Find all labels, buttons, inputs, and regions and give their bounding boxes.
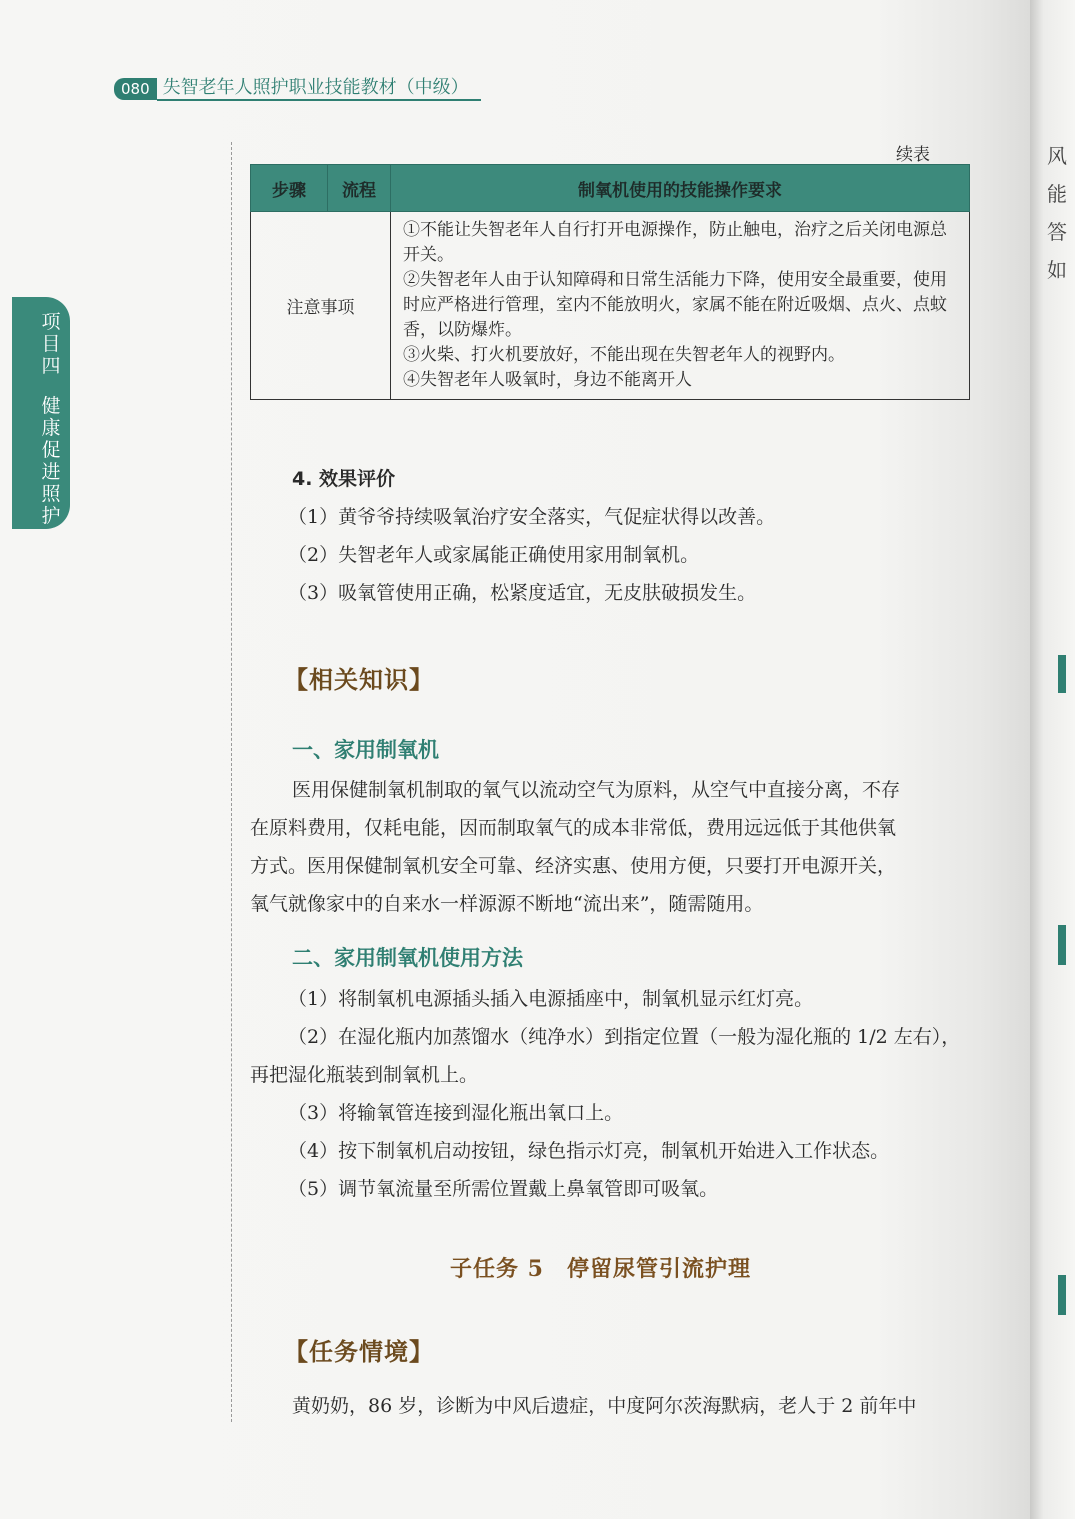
section-title: 一、家用制氧机 (292, 738, 439, 762)
related-knowledge-heading: 【相关知识】 (284, 666, 434, 694)
table-header-requirements: 制氧机使用的技能操作要求 (391, 165, 970, 212)
subtask-title: 子任务 5 停留尿管引流护理 (450, 1256, 751, 1282)
continued-table-label: 续表 (896, 145, 930, 165)
evaluation-heading: 4. 效果评价 (292, 468, 396, 490)
page-number: 080 (114, 78, 157, 100)
requirement-item: ①不能让失智老年人自行打开电源操作，防止触电，治疗之后关闭电源总开关。 (403, 220, 947, 265)
next-page-edge-char: 如 (1047, 258, 1067, 282)
book-title: 失智老年人照护职业技能教材（中级） (157, 77, 481, 101)
paragraph-line: 医用保健制氧机制取的氧气以流动空气为原料，从空气中直接分离，不存 (292, 779, 901, 801)
requirement-item: ③火柴、打火机要放好，不能出现在失智老年人的视野内。 (403, 345, 845, 365)
requirement-item: ②失智老年人由于认知障碍和日常生活能力下降，使用安全最重要，使用时应严格进行管理，室内不能放明火，家属不能在附近吸烟、点火、点蚊香，以防爆炸。 (403, 270, 947, 340)
paragraph-line: 在原料费用，仅耗电能，因而制取氧气的成本非常低，费用远远低于其他供氧 (250, 817, 897, 839)
table-header-process: 流程 (328, 165, 391, 212)
table-header-step: 步骤 (251, 165, 328, 212)
next-page-edge-char: 风 (1047, 144, 1067, 168)
step-item: （2）在湿化瓶内加蒸馏水（纯净水）到指定位置（一般为湿化瓶的 1/2 左右）， (288, 1026, 961, 1048)
step-item-continuation: 再把湿化瓶装到制氧机上。 (250, 1064, 479, 1086)
side-tab-topic: 健康促进照护 (41, 395, 61, 527)
paragraph-line: 方式。医用保健制氧机安全可靠、经济实惠、使用方便，只要打开电源开关， (250, 855, 897, 877)
next-page-edge-char: 答 (1047, 220, 1067, 244)
next-page-table-edge (1058, 655, 1066, 693)
section-title: 二、家用制氧机使用方法 (292, 946, 523, 970)
requirement-item: ④失智老年人吸氧时，身边不能离开人 (403, 370, 692, 390)
task-scenario-heading: 【任务情境】 (284, 1338, 434, 1366)
next-page-table-edge (1058, 925, 1066, 965)
step-item: （1）将制氧机电源插头插入电源插座中，制氧机显示红灯亮。 (288, 988, 814, 1010)
step-item: （3）将输氧管连接到湿化瓶出氧口上。 (288, 1102, 624, 1124)
table-row-label: 注意事项 (251, 212, 391, 400)
next-page-table-edge (1058, 1275, 1066, 1315)
running-header (114, 76, 481, 102)
margin-dashed-line (231, 142, 232, 1422)
scenario-text: 黄奶奶，86 岁，诊断为中风后遗症，中度阿尔茨海默病，老人于 2 前年中 (292, 1395, 917, 1417)
step-item: （5）调节氧流量至所需位置戴上鼻氧管即可吸氧。 (288, 1178, 719, 1200)
evaluation-item: （2）失智老年人或家属能正确使用家用制氧机。 (288, 544, 700, 566)
table-requirements-cell (391, 212, 970, 400)
operation-requirements-table (250, 164, 970, 400)
table-header-row (251, 165, 970, 212)
step-item: （4）按下制氧机启动按钮，绿色指示灯亮，制氧机开始进入工作状态。 (288, 1140, 890, 1162)
table-row (251, 212, 970, 400)
side-tab-part: 项目四 (41, 311, 61, 377)
chapter-side-tab (12, 297, 70, 529)
evaluation-item: （1）黄爷爷持续吸氧治疗安全落实，气促症状得以改善。 (288, 506, 776, 528)
paragraph-line: 氧气就像家中的自来水一样源源不断地“流出来”，随需随用。 (250, 893, 764, 915)
evaluation-item: （3）吸氧管使用正确，松紧度适宜，无皮肤破损发生。 (288, 582, 757, 604)
next-page-edge-char: 能 (1047, 182, 1067, 206)
